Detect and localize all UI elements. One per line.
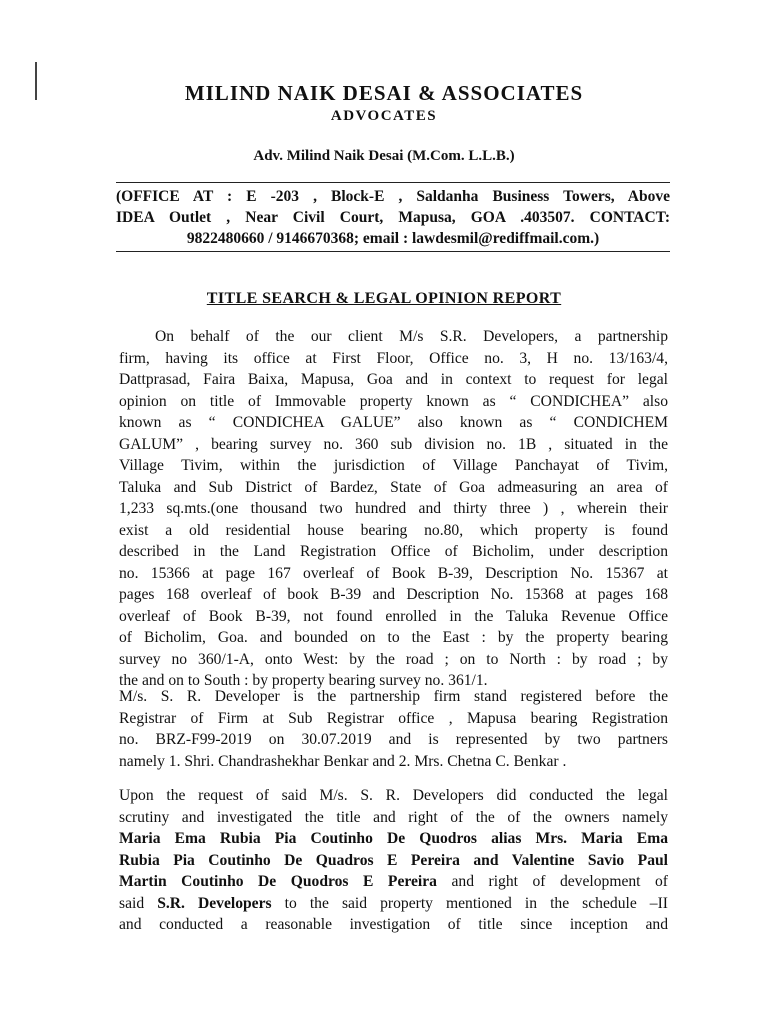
- firm-subtitle: ADVOCATES: [330, 108, 438, 124]
- text-fragment: and right of development of: [436, 873, 668, 890]
- text-line: pages 168 overleaf of book B-39 and Description No. 15368 at pages 168: [119, 586, 668, 603]
- firm-name: MILIND NAIK DESAI & ASSOCIATES: [184, 81, 584, 105]
- owner-name-bold: Martin Coutinho De Quodros E Pereira: [119, 873, 437, 890]
- owner-names-line: Rubia Pia Coutinho De Quadros E Pereira and Valentine Savio Paul: [119, 851, 668, 869]
- text-line: Village Tivim, within the jurisdiction of Village Panchayat of Tivim,: [119, 457, 668, 474]
- text-line: 1,233 sq.mts.(one thousand two hundred and thirty three ) , wherein their: [119, 500, 668, 517]
- text-line: Taluka and Sub District of Bardez, State of Goa admeasuring an area of: [119, 478, 668, 496]
- text-line: namely 1. Shri. Chandrashekhar Benkar and 2. Mrs. Chetna C. Benkar .: [119, 752, 567, 770]
- office-line: 9822480660 / 9146670368; email : lawdesmil@rediffmail.com.): [186, 230, 600, 247]
- text-line: firm, having its office at First Floor, Office no. 3, H no. 13/163/4,: [119, 349, 668, 367]
- office-line: (OFFICE AT : E -203 , Block-E , Saldanha Business Towers, Above: [116, 188, 670, 205]
- text-line: the and on to South : by property bearing survey no. 361/1.: [119, 672, 488, 689]
- report-title: TITLE SEARCH & LEGAL OPINION REPORT: [206, 290, 562, 307]
- text-line: On behalf of the our client M/s S.R. Developers, a partnership: [155, 328, 668, 345]
- text-line: of Bicholim, Goa. and bounded on to the East : by the property bearing: [119, 629, 668, 646]
- letterhead: [0, 80, 768, 166]
- text-line: no. 15366 at page 167 overleaf of Book B-39, Description No. 15367 at: [119, 564, 668, 582]
- text-line: known as “ CONDICHEA GALUE” also known as “ CONDICHEM: [119, 414, 668, 431]
- text-line: survey no 360/1-A, onto West: by the road ; on to North : by road ; by: [119, 650, 668, 668]
- office-line: IDEA Outlet , Near Civil Court, Mapusa, GOA .403507. CONTACT:: [116, 209, 670, 226]
- text-line: GALUM” , bearing survey no. 360 sub division no. 1B , situated in the: [119, 435, 668, 453]
- text-line: M/s. S. R. Developer is the partnership firm stand registered before the: [119, 688, 668, 705]
- text-line: [119, 871, 668, 893]
- paragraph-firm-registration: [119, 686, 668, 772]
- text-fragment: to the said property mentioned in the schedule –II: [271, 894, 668, 912]
- text-line: exist a old residential house bearing no.80, which property is found: [119, 521, 668, 539]
- text-fragment: said: [119, 894, 158, 912]
- text-line: and conducted a reasonable investigation of title since inception and: [119, 916, 668, 933]
- text-line: Dattprasad, Faira Baixa, Mapusa, Goa and in context to request for legal: [119, 371, 668, 388]
- text-line: described in the Land Registration Office of Bicholim, under description: [119, 543, 668, 560]
- paragraph-title-investigation: [119, 785, 668, 936]
- advocate-name: Adv. Milind Naik Desai (M.Com. L.L.B.): [253, 148, 515, 164]
- owner-names-line: Maria Ema Rubia Pia Coutinho De Quodros alias Mrs. Maria Ema: [119, 830, 668, 847]
- paragraph-client-property: [119, 326, 668, 692]
- text-line: overleaf of Book B-39, not found enrolled in the Taluka Revenue Office: [119, 607, 668, 625]
- text-line: no. BRZ-F99-2019 on 30.07.2019 and is represented by two partners: [119, 731, 668, 748]
- text-line: [119, 893, 668, 915]
- client-name-bold: S.R. Developers: [157, 894, 272, 912]
- text-line: Upon the request of said M/s. S. R. Developers did conducted the legal: [119, 787, 668, 804]
- text-line: Registrar of Firm at Sub Registrar office , Mapusa bearing Registration: [119, 709, 668, 727]
- text-line: scrutiny and investigated the title and right of the of the owners namely: [119, 808, 668, 826]
- office-address-block: [116, 182, 670, 252]
- text-line: opinion on title of Immovable property known as “ CONDICHEA” also: [119, 392, 668, 410]
